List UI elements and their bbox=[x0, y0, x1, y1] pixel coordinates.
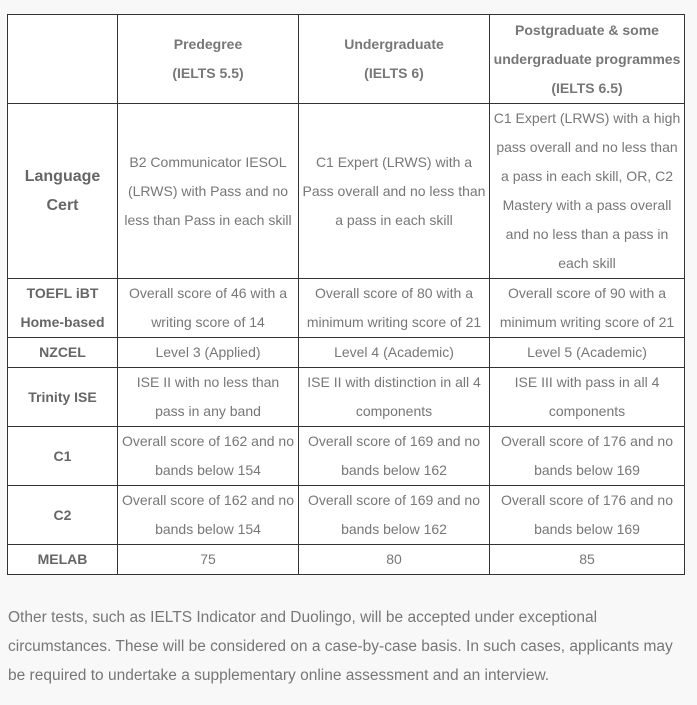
cell-line: Overall score of 169 and no bbox=[308, 492, 480, 508]
row-label-line: Language bbox=[24, 168, 101, 185]
cell-line: less than Pass in each skill bbox=[124, 211, 292, 228]
row-label-language-cert bbox=[8, 104, 118, 279]
table-cell bbox=[118, 338, 299, 368]
row-label-line: Home-based bbox=[20, 314, 105, 330]
table-cell bbox=[490, 104, 685, 279]
cell-line: each skill bbox=[558, 255, 616, 271]
table-cell bbox=[490, 279, 685, 338]
table-row bbox=[8, 368, 685, 427]
cell-line: 80 bbox=[386, 551, 402, 567]
cell-line: Overall score of 46 with a bbox=[129, 285, 287, 301]
cell-line: B2 Communicator IESOL bbox=[129, 153, 287, 170]
cell-line: pass in any band bbox=[155, 403, 261, 419]
cell-line: Overall score of 176 and no bbox=[501, 492, 673, 508]
row-label-line: C1 bbox=[53, 447, 72, 464]
table-cell bbox=[299, 338, 490, 368]
table-cell bbox=[490, 545, 685, 575]
column-title: Predegree bbox=[173, 36, 243, 52]
cell-line: ISE II with no less than bbox=[136, 374, 280, 390]
row-label-line: Cert bbox=[46, 197, 79, 214]
cell-line: minimum writing score of 21 bbox=[499, 314, 675, 330]
note-line: circumstances. These will be considered on a case-by-case basis. In such cases, applicants may bbox=[8, 638, 673, 655]
table-cell bbox=[299, 486, 490, 545]
cell-line: Pass overall and no less than bbox=[302, 182, 486, 199]
column-ielts: (IELTS 6) bbox=[364, 65, 424, 81]
table-cell bbox=[118, 545, 299, 575]
cell-line: Overall score of 176 and no bbox=[501, 433, 673, 449]
cell-line: C1 Expert (LRWS) with a high bbox=[493, 110, 681, 126]
cell-line: Overall score of 162 and no bbox=[122, 492, 294, 508]
row-label-line: NZCEL bbox=[39, 344, 86, 360]
column-title: Undergraduate bbox=[344, 36, 444, 52]
table-row bbox=[8, 427, 685, 486]
header-empty-cell bbox=[8, 15, 118, 104]
table-cell bbox=[490, 338, 685, 368]
cell-line: pass overall and no less than bbox=[496, 139, 678, 155]
other-tests-note bbox=[8, 603, 688, 690]
cell-line: components bbox=[355, 403, 433, 419]
cell-line: writing score of 14 bbox=[151, 314, 265, 330]
cell-line: ISE III with pass in all 4 bbox=[514, 374, 660, 390]
cell-line: bands below 154 bbox=[155, 521, 261, 537]
table-row bbox=[8, 279, 685, 338]
cell-line: bands below 169 bbox=[534, 521, 640, 537]
cell-line: components bbox=[548, 403, 626, 419]
note-line: be required to undertake a supplementary online assessment and an interview. bbox=[8, 667, 550, 684]
row-label-nzcel bbox=[8, 338, 118, 368]
cell-line: Level 5 (Academic) bbox=[527, 344, 647, 360]
row-label-line: C2 bbox=[53, 506, 72, 523]
cell-line: minimum writing score of 21 bbox=[306, 314, 482, 330]
column-title-line: Postgraduate & some bbox=[515, 21, 659, 38]
cell-line: bands below 154 bbox=[155, 462, 261, 478]
table-cell bbox=[490, 368, 685, 427]
table-cell bbox=[118, 368, 299, 427]
table-cell bbox=[118, 104, 299, 279]
cell-line: Level 3 (Applied) bbox=[155, 344, 261, 360]
cell-line: Overall score of 90 with a bbox=[508, 285, 666, 301]
cell-line: bands below 162 bbox=[341, 462, 447, 478]
cell-line: a pass in each skill bbox=[335, 211, 453, 228]
cell-line: bands below 162 bbox=[341, 521, 447, 537]
table-cell bbox=[299, 279, 490, 338]
column-header-undergraduate bbox=[299, 15, 490, 104]
table-cell bbox=[299, 545, 490, 575]
table-row bbox=[8, 338, 685, 368]
cell-line: 75 bbox=[200, 551, 216, 567]
table-cell bbox=[118, 427, 299, 486]
table-cell bbox=[490, 427, 685, 486]
row-label-line: TOEFL iBT bbox=[26, 285, 99, 301]
cell-line: 85 bbox=[579, 551, 595, 567]
table-cell bbox=[299, 104, 490, 279]
row-label-c1 bbox=[8, 427, 118, 486]
cell-line: C1 Expert (LRWS) with a bbox=[315, 153, 473, 170]
note-line: Other tests, such as IELTS Indicator and Duolingo, will be accepted under exceptional bbox=[8, 609, 598, 626]
row-label-line: MELAB bbox=[37, 551, 88, 567]
row-label-trinity-ise bbox=[8, 368, 118, 427]
row-label-line: Trinity ISE bbox=[28, 388, 97, 405]
cell-line: Level 4 (Academic) bbox=[334, 344, 454, 360]
table-row bbox=[8, 104, 685, 279]
cell-line: and no less than a pass in bbox=[505, 226, 669, 242]
english-requirements-table bbox=[7, 14, 685, 575]
table-row bbox=[8, 486, 685, 545]
row-label-melab bbox=[8, 545, 118, 575]
table-cell bbox=[490, 486, 685, 545]
cell-line: Overall score of 169 and no bbox=[308, 433, 480, 449]
table-cell bbox=[299, 427, 490, 486]
table-cell bbox=[118, 279, 299, 338]
row-label-toefl bbox=[8, 279, 118, 338]
table-header-row bbox=[8, 15, 685, 104]
column-ielts: (IELTS 6.5) bbox=[551, 79, 623, 96]
column-header-postgraduate bbox=[490, 15, 685, 104]
cell-line: Overall score of 162 and no bbox=[122, 433, 294, 449]
cell-line: (LRWS) with Pass and no bbox=[127, 182, 289, 199]
cell-line: Mastery with a pass overall bbox=[502, 197, 672, 213]
cell-line: ISE II with distinction in all 4 bbox=[307, 374, 481, 390]
row-label-c2 bbox=[8, 486, 118, 545]
cell-line: a pass in each skill, OR, C2 bbox=[501, 168, 673, 184]
column-ielts: (IELTS 5.5) bbox=[172, 65, 244, 81]
table-row bbox=[8, 545, 685, 575]
column-header-predegree bbox=[118, 15, 299, 104]
table-cell bbox=[299, 368, 490, 427]
table-cell bbox=[118, 486, 299, 545]
cell-line: Overall score of 80 with a bbox=[315, 285, 473, 301]
column-title-line: undergraduate programmes bbox=[493, 50, 681, 67]
cell-line: bands below 169 bbox=[534, 462, 640, 478]
